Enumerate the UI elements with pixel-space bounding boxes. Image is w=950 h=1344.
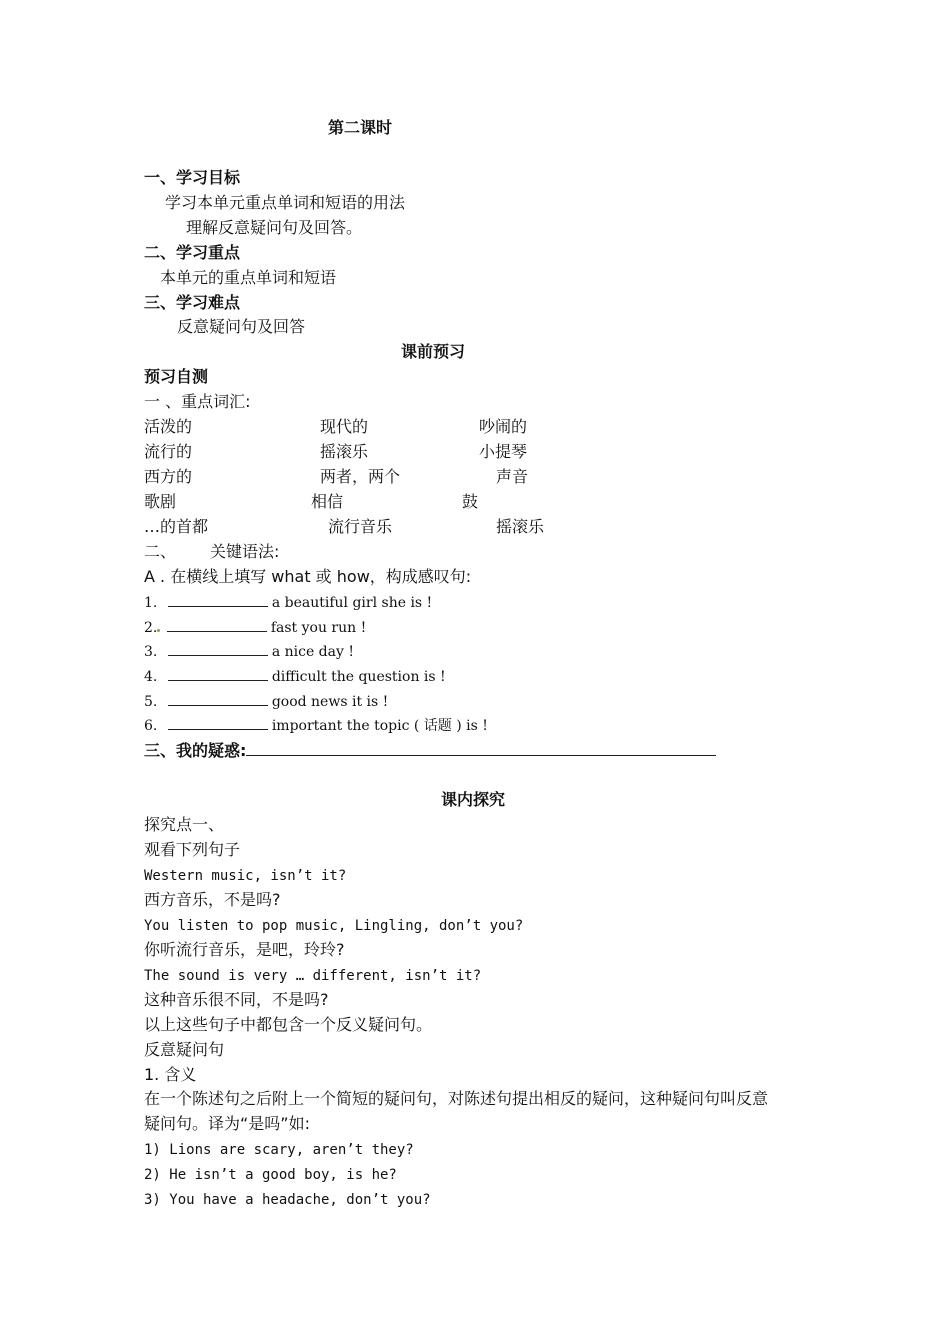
mark-dot-icon bbox=[157, 629, 160, 632]
exercise-text: difficult the question is ! bbox=[271, 669, 446, 685]
exercise-instruction: A . 在横线上填写 what 或 how，构成感叹句: bbox=[144, 567, 472, 586]
vocab-cell: 吵闹的 bbox=[479, 417, 528, 436]
topic-title: 反意疑问句 bbox=[144, 1040, 225, 1059]
exercise-text: a nice day ! bbox=[271, 644, 354, 660]
vocab-cell: …的首都 bbox=[144, 517, 209, 536]
exercise-item bbox=[144, 691, 388, 713]
example-chinese-3: 这种音乐很不同，不是吗? bbox=[144, 990, 329, 1009]
vocab-cell: 活泼的 bbox=[144, 417, 193, 436]
exercise-item bbox=[144, 666, 446, 688]
focus-line-1: 本单元的重点单词和短语 bbox=[160, 268, 337, 287]
goal-line-2: 理解反意疑问句及回答。 bbox=[186, 218, 363, 237]
inquiry-point: 探究点一、 bbox=[144, 815, 225, 834]
answer-blank[interactable] bbox=[168, 715, 268, 730]
grammar-title: 关键语法: bbox=[210, 542, 280, 561]
vocab-cell: 两者，两个 bbox=[320, 467, 401, 486]
doubt-line bbox=[144, 740, 720, 762]
summary-line: 以上这些句子中都包含一个反义疑问句。 bbox=[144, 1015, 433, 1034]
example-english-2: You listen to pop music, Lingling, don’t you? bbox=[144, 918, 524, 934]
section-focus-heading: 二、学习重点 bbox=[144, 243, 241, 262]
meaning-line-1: 在一个陈述句之后附上一个简短的疑问句，对陈述句提出相反的疑问，这种疑问句叫反意 bbox=[144, 1089, 769, 1108]
goal-line-1: 学习本单元重点单词和短语的用法 bbox=[165, 193, 406, 212]
vocab-cell: 西方的 bbox=[144, 467, 193, 486]
exercise-item bbox=[144, 592, 432, 614]
exercise-item bbox=[144, 617, 366, 639]
vocab-cell: 相信 bbox=[311, 492, 344, 511]
lesson-title: 第二课时 bbox=[328, 118, 393, 137]
example-english-1: Western music, isn’t it? bbox=[144, 868, 347, 884]
exercise-number: 6. bbox=[144, 718, 158, 734]
answer-blank[interactable] bbox=[167, 617, 267, 632]
exercise-number: 1. bbox=[144, 595, 158, 611]
exercise-number: 2. bbox=[144, 620, 158, 636]
preview-heading: 课前预习 bbox=[401, 342, 466, 361]
vocab-cell: 现代的 bbox=[320, 417, 369, 436]
exercise-number: 5. bbox=[144, 694, 158, 710]
preview-subheading: 预习自测 bbox=[144, 367, 209, 386]
tag-example-1: 1) Lions are scary, aren’t they? bbox=[144, 1142, 414, 1158]
vocab-title: 一 、重点词汇: bbox=[144, 392, 251, 411]
section-goals-heading: 一、学习目标 bbox=[144, 168, 241, 187]
meaning-line-2: 疑问句。译为“是吗”如: bbox=[144, 1114, 310, 1133]
vocab-cell: 小提琴 bbox=[479, 442, 528, 461]
answer-blank[interactable] bbox=[168, 691, 268, 706]
vocab-cell: 歌剧 bbox=[144, 492, 177, 511]
inclass-heading: 课内探究 bbox=[441, 790, 506, 809]
vocab-cell: 流行音乐 bbox=[328, 517, 393, 536]
difficulty-line-1: 反意疑问句及回答 bbox=[177, 317, 306, 336]
exercise-text: good news it is ! bbox=[271, 694, 389, 710]
observe-label: 观看下列句子 bbox=[144, 840, 241, 859]
vocab-cell: 声音 bbox=[496, 467, 529, 486]
exercise-number: 4. bbox=[144, 669, 158, 685]
tag-example-3: 3) You have a headache, don’t you? bbox=[144, 1192, 431, 1208]
exercise-text: important the topic ( 话题 ) is ! bbox=[271, 718, 488, 734]
answer-blank[interactable] bbox=[168, 592, 268, 607]
example-chinese-1: 西方音乐，不是吗? bbox=[144, 890, 281, 909]
tag-example-2: 2) He isn’t a good boy, is he? bbox=[144, 1167, 397, 1183]
example-chinese-2: 你听流行音乐，是吧，玲玲? bbox=[144, 940, 345, 959]
exercise-item bbox=[144, 715, 488, 737]
vocab-cell: 鼓 bbox=[462, 492, 479, 511]
doubt-blank[interactable] bbox=[246, 740, 716, 756]
exercise-item bbox=[144, 641, 354, 663]
example-english-3: The sound is very … different, isn’t it? bbox=[144, 968, 482, 984]
exercise-text: fast you run ! bbox=[270, 620, 367, 636]
exercise-text: a beautiful girl she is ! bbox=[271, 595, 433, 611]
doubt-label: 三、我的疑惑: bbox=[144, 741, 247, 760]
section-difficulty-heading: 三、学习难点 bbox=[144, 293, 241, 312]
answer-blank[interactable] bbox=[168, 641, 268, 656]
answer-blank[interactable] bbox=[168, 666, 268, 681]
meaning-title: 1. 含义 bbox=[144, 1065, 197, 1084]
vocab-cell: 流行的 bbox=[144, 442, 193, 461]
exercise-number: 3. bbox=[144, 644, 158, 660]
vocab-cell: 摇滚乐 bbox=[496, 517, 545, 536]
vocab-cell: 摇滚乐 bbox=[320, 442, 369, 461]
grammar-number: 二、 bbox=[144, 542, 177, 561]
